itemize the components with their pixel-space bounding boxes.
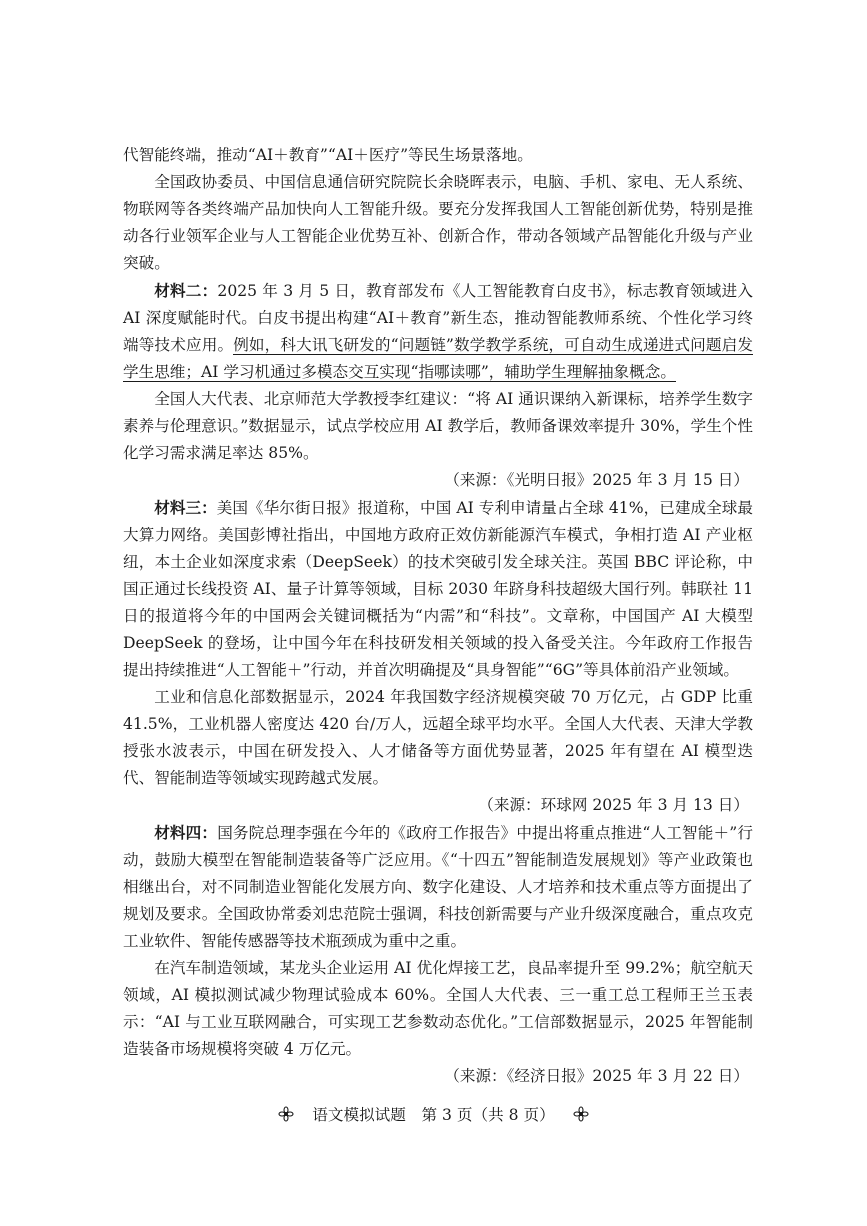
document-body [123, 142, 753, 1090]
paragraph-material-4 [123, 819, 753, 955]
flower-ornament-icon [573, 1106, 589, 1122]
underlined-passage: 例如，科大讯飞研发的“问题链”数学教学系统，可自动生成递进式问题启发学生思维；AI 学习机通过多模态交互实现“指哪读哪”，辅助学生理解抽象概念。 [123, 336, 753, 381]
material-2-label: 材料二： [154, 281, 218, 300]
source-economic-daily: （来源：《经济日报》2025 年 3 月 22 日） [444, 1067, 749, 1085]
material-4-text: 国务院总理李强在今年的《政府工作报告》中提出将重点推进“人工智能＋”行动，鼓励大模型在智能制造装备等广泛应用。《“十四五”智能制造发展规划》等产业政策也相继出台，对不同制造业智能化发展方向、数字化建设、人才培养和技术重点等方面提出了规划及要求。全国政协常委刘忠范院士强调，科技创新需要与产业升级深度融合，重点攻克工业软件、智能传感器等技术瓶颈成为重中之重。 [123, 824, 753, 950]
flower-ornament-icon [278, 1106, 294, 1122]
footer-page-text: 语文模拟试题 第 3 页（共 8 页） [312, 1106, 555, 1124]
paragraph-miit-data: 工业和信息化部数据显示，2024 年我国数字经济规模突破 70 万亿元，占 GDP 比重 41.5%，工业机器人密度达 420 台/万人，远超全球平均水平。全国人大代表、天津大学教授张水波表示，中国在研发投入、人才储备等方面优势显著，2025 年有望在 AI 模型迭代、智能制造等领域实现跨越式发展。 [123, 688, 753, 787]
material-4-label: 材料四： [154, 823, 218, 842]
material-2-text: 2025 年 3 月 5 日，教育部发布《人工智能教育白皮书》，标志教育领域进入 AI 深度赋能时代。白皮书提出构建“AI＋教育”新生态，推动智能教师系统、个性化学习终端等技术应用。 [123, 282, 753, 354]
material-3-text: 美国《华尔街日报》报道称，中国 AI 专利申请量占全球 41%，已建成全球最大算力网络。美国彭博社指出，中国地方政府正效仿新能源汽车模式，争相打造 AI 产业枢纽，本土企业如深度求索（DeepSeek）的技术突破引发全球关注。英国 BBC 评论称，中国正通过长线投资 AI、量子计算等领域，目标 2030 年跻身科技超级大国行列。韩联社 11 日的报道将今年的中国两会关键词概括为“内需”和“科技”。文章称，中国国产 AI 大模型 DeepSeek 的登场，让中国今年在科技研发相关领域的投入备受关注。今年政府工作报告提出持续推进“人工智能＋”行动，并首次明确提及“具身智能”“6G”等具体前沿产业领域。 [123, 499, 753, 679]
paragraph-continuation: 代智能终端，推动“AI＋教育”“AI＋医疗”等民生场景落地。 [123, 146, 533, 164]
source-guangming-daily: （来源：《光明日报》2025 年 3 月 15 日） [444, 471, 749, 489]
paragraph-material-3 [123, 494, 753, 684]
paragraph-auto-manufacturing: 在汽车制造领域，某龙头企业运用 AI 优化焊接工艺，良品率提升至 99.2%；航空航天领域，AI 模拟测试减少物理试验成本 60%。全国人大代表、三一重工总工程师王兰玉表示：“AI 与工业互联网融合，可实现工艺参数动态优化。”工信部数据显示，2025 年智能制造装备市场规模将突破 4 万亿元。 [123, 959, 753, 1058]
source-huanqiu: （来源：环球网 2025 年 3 月 13 日） [478, 796, 749, 814]
page-footer [0, 1103, 867, 1127]
paragraph-material-2 [123, 277, 753, 386]
material-3-label: 材料三： [154, 498, 217, 517]
paragraph-yu-xiaohui: 全国政协委员、中国信息通信研究院院长余晓晖表示，电脑、手机、家电、无人系统、物联网等各类终端产品加快向人工智能升级。要充分发挥我国人工智能创新优势，特别是推动各行业领军企业与人工智能企业优势互补、创新合作，带动各领域产品智能化升级与产业突破。 [123, 173, 753, 272]
paragraph-li-hong: 全国人大代表、北京师范大学教授李红建议：“将 AI 通识课纳入新课标，培养学生数字素养与伦理意识。”数据显示，试点学校应用 AI 教学后，教师备课效率提升 30%，学生个性化学习需求满足率达 85%。 [123, 390, 753, 462]
